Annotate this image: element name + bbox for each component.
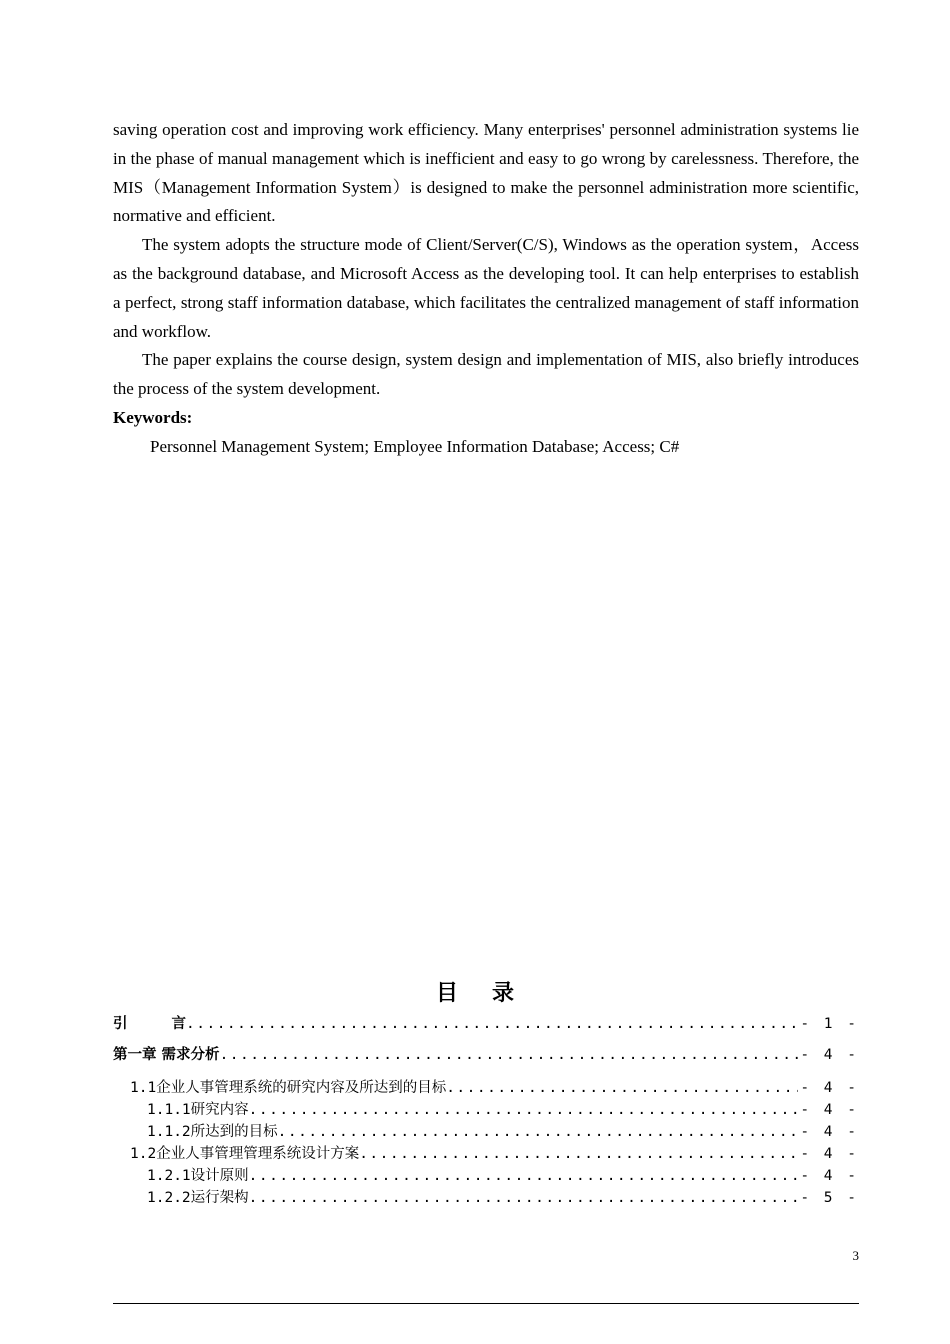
- abstract-section: [113, 116, 859, 462]
- toc-entry-1-2-1[interactable]: [113, 1165, 859, 1187]
- toc-entry-page: - 4 -: [800, 1124, 859, 1140]
- toc-entry-label: 第一章 需求分析: [113, 1047, 220, 1063]
- abstract-paragraph-3: The paper explains the course design, system design and implementation of MIS, also briefly introduces the process of the system development.: [113, 350, 859, 399]
- toc-entry-page: - 4 -: [800, 1146, 859, 1162]
- footer-divider: [113, 1303, 859, 1304]
- toc-leader-dots: [249, 1187, 799, 1209]
- toc-entry-label: 运行架构: [190, 1190, 249, 1206]
- toc-entry-page: - 4 -: [800, 1102, 859, 1118]
- toc-leader-dots: [446, 1077, 798, 1099]
- toc-title-right: 录: [492, 981, 515, 1006]
- toc-leader-dots: [249, 1099, 799, 1121]
- toc-title-left: 目: [435, 981, 458, 1006]
- toc-entry-1-1[interactable]: [113, 1077, 859, 1099]
- toc-leader-dots: [359, 1143, 798, 1165]
- toc-entry-page: - 5 -: [800, 1190, 859, 1206]
- toc-entry-number: 1.1.1: [147, 1102, 191, 1118]
- toc-entry-1-1-2[interactable]: [113, 1121, 859, 1143]
- toc-entry-page: - 4 -: [800, 1047, 859, 1063]
- page-number: 3: [852, 1248, 859, 1263]
- toc-entry-label: 研究内容: [190, 1102, 249, 1118]
- toc-entry-label: 企业人事管理系统的研究内容及所达到的目标: [156, 1080, 447, 1096]
- toc-entry-page: - 4 -: [800, 1080, 859, 1096]
- toc-title: [0, 976, 950, 1007]
- toc-entry-label: 设计原则: [190, 1168, 249, 1184]
- keywords-text: Personnel Management System; Employee Information Database; Access; C#: [150, 436, 680, 456]
- toc-leader-dots: [278, 1121, 799, 1143]
- toc-entry-label: 引 言: [113, 1016, 186, 1032]
- toc-entry-number: 1.2.1: [147, 1168, 191, 1184]
- toc-entry-intro[interactable]: [113, 1013, 859, 1035]
- toc-entry-label: 企业人事管理管理系统设计方案: [156, 1146, 360, 1162]
- toc-entry-number: 1.1: [130, 1080, 157, 1096]
- toc-entry-page: - 4 -: [800, 1168, 859, 1184]
- toc-entry-label: 所达到的目标: [190, 1124, 278, 1140]
- abstract-paragraph-1: saving operation cost and improving work efficiency. Many enterprises' personnel administration systems lie in the phase of manual management which is inefficient and easy to go wrong by carelessness. Therefore, the MIS（Management Information System）is designed to make the personnel administration more scientific, normative and efficient.: [113, 120, 859, 226]
- toc-entry-chapter-1[interactable]: [113, 1044, 859, 1066]
- toc-leader-dots: [186, 1013, 798, 1035]
- abstract-paragraph-2: The system adopts the structure mode of Client/Server(C/S), Windows as the operation system，Access as the background database, and Microsoft Access as the developing tool. It can help enterprises to establish a perfect, strong staff information database, which facilitates the centralized management of staff information and workflow.: [113, 235, 859, 341]
- toc-leader-dots: [249, 1165, 799, 1187]
- keywords-label: Keywords:: [113, 407, 193, 427]
- toc-entry-number: 1.1.2: [147, 1124, 191, 1140]
- toc-entry-1-1-1[interactable]: [113, 1099, 859, 1121]
- toc-entry-page: - 1 -: [800, 1016, 859, 1032]
- toc-leader-dots: [220, 1044, 799, 1066]
- toc-entry-1-2-2[interactable]: [113, 1187, 859, 1209]
- toc-entry-number: 1.2.2: [147, 1190, 191, 1206]
- toc-entry-number: 1.2: [130, 1146, 157, 1162]
- toc-entry-1-2[interactable]: [113, 1143, 859, 1165]
